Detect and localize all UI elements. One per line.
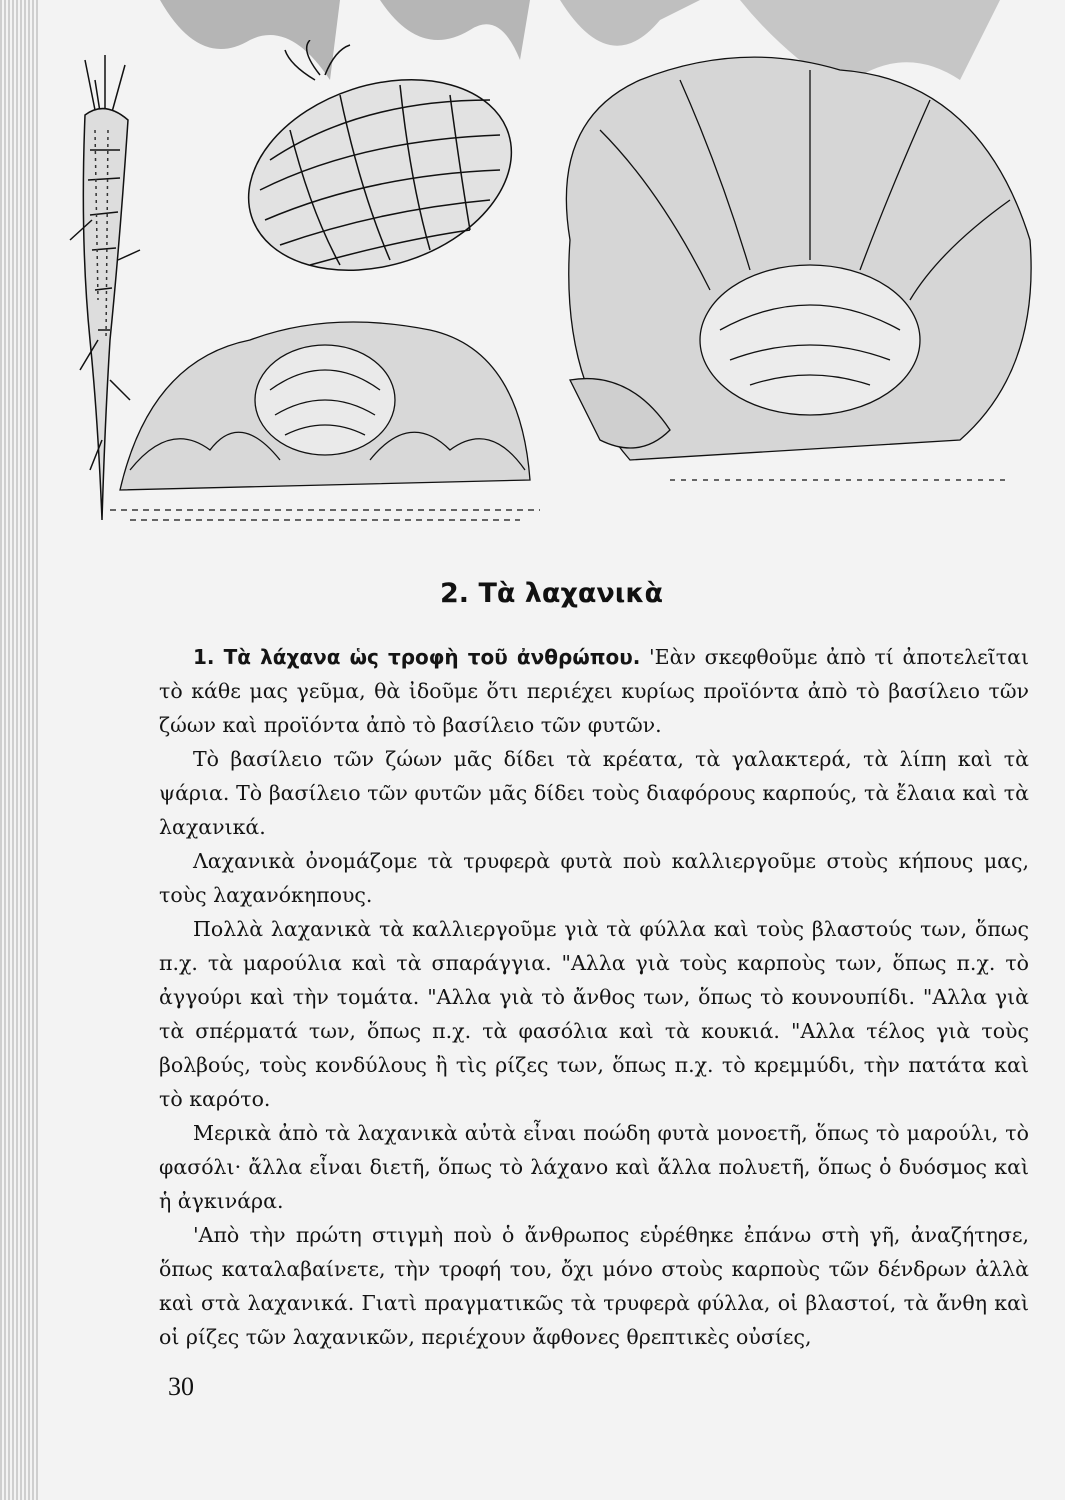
body-text: [159, 640, 1029, 1354]
page-number: 30: [168, 1372, 194, 1401]
paragraph-1-body: 'Εὰν σκεφθοῦμε ἀπὸ τί ἀποτελεῖται τὸ κάθε μας γεῦμα, θὰ ἰδοῦμε ὅτι περιέχει κυρίως προϊόντα ἀπὸ τὸ βασίλειο τῶν ζώων καὶ προϊόντα ἀπὸ τὸ βασίλειο τῶν φυτῶν.: [159, 645, 1029, 737]
section-title: 2. Τὰ λαχανικὰ: [440, 578, 664, 609]
paragraph-2: Τὸ βασίλειο τῶν ζώων μᾶς δίδει τὰ κρέατα, τὰ γαλακτερά, τὰ λίπη καὶ τὰ ψάρια. Τὸ βασίλειο τῶν φυτῶν μᾶς δίδει τοὺς διαφόρους καρπούς, τὰ ἔλαια καὶ τὰ λαχανικά.: [159, 747, 1029, 839]
paragraph-1: [159, 640, 1029, 742]
book-page: [40, 0, 1065, 1500]
paragraph-1-title: 1. Τὰ λάχανα ὡς τροφὴ τοῦ ἀνθρώπου.: [193, 645, 641, 669]
onion-illustration: [210, 40, 540, 280]
paragraph-6: 'Απὸ τὴν πρώτη στιγμὴ ποὺ ὁ ἄνθρωπος εὑρέθηκε ἐπάνω στὴ γῆ, ἀναζήτησε, ὅπως καταλαβαίνετε, τὴν τροφή του, ὄχι μόνο στοὺς καρποὺς τῶν δένδρων ἀλλὰ καὶ στὰ λαχανικά. Γιατὶ πραγματικῶς τὰ τρυφερὰ φύλλα, οἱ βλαστοί, τὰ ἄνθη καὶ οἱ ρίζες τῶν λαχανικῶν, περιέχουν ἄφθονες θρεπτικὲς οὐσίες,: [159, 1223, 1029, 1349]
cauliflower-illustration: [510, 40, 1050, 510]
paragraph-3: Λαχανικὰ ὀνομάζομε τὰ τρυφερὰ φυτὰ ποὺ καλλιεργοῦμε στοὺς κήπους μας, τοὺς λαχανόκηπους.: [159, 849, 1029, 907]
paragraph-5: Μερικὰ ἀπὸ τὰ λαχανικὰ αὐτὰ εἶναι ποώδη φυτὰ μονοετῆ, ὅπως τὸ μαρούλι, τὸ φασόλι· ἄλλα εἶναι διετῆ, ὅπως τὸ λάχανο καὶ ἄλλα πολυετῆ, ὅπως ὁ δυόσμος καὶ ἡ ἀγκινάρα.: [159, 1121, 1029, 1213]
paragraph-4: Πολλὰ λαχανικὰ τὰ καλλιεργοῦμε γιὰ τὰ φύλλα καὶ τοὺς βλαστούς των, ὅπως π.χ. τὰ μαρούλια καὶ τὰ σπαράγγια. "Αλλα γιὰ τοὺς καρποὺς των, ὅπως π.χ. τὸ ἀγγούρι καὶ τὴν τομάτα. "Αλλα γιὰ τὸ ἄνθος των, ὅπως τὸ κουνουπίδι. "Αλλα γιὰ τὰ σπέρματά των, ὅπως π.χ. τὰ φασόλια καὶ τὰ κουκιά. "Αλλα τέλος γιὰ τοὺς βολβούς, τοὺς κονδύλους ἢ τὶς ρίζες των, ὅπως π.χ. τὸ κρεμμύδι, τὴν πατάτα καὶ τὸ καρότο.: [159, 917, 1029, 1111]
cabbage-illustration: [110, 300, 540, 530]
